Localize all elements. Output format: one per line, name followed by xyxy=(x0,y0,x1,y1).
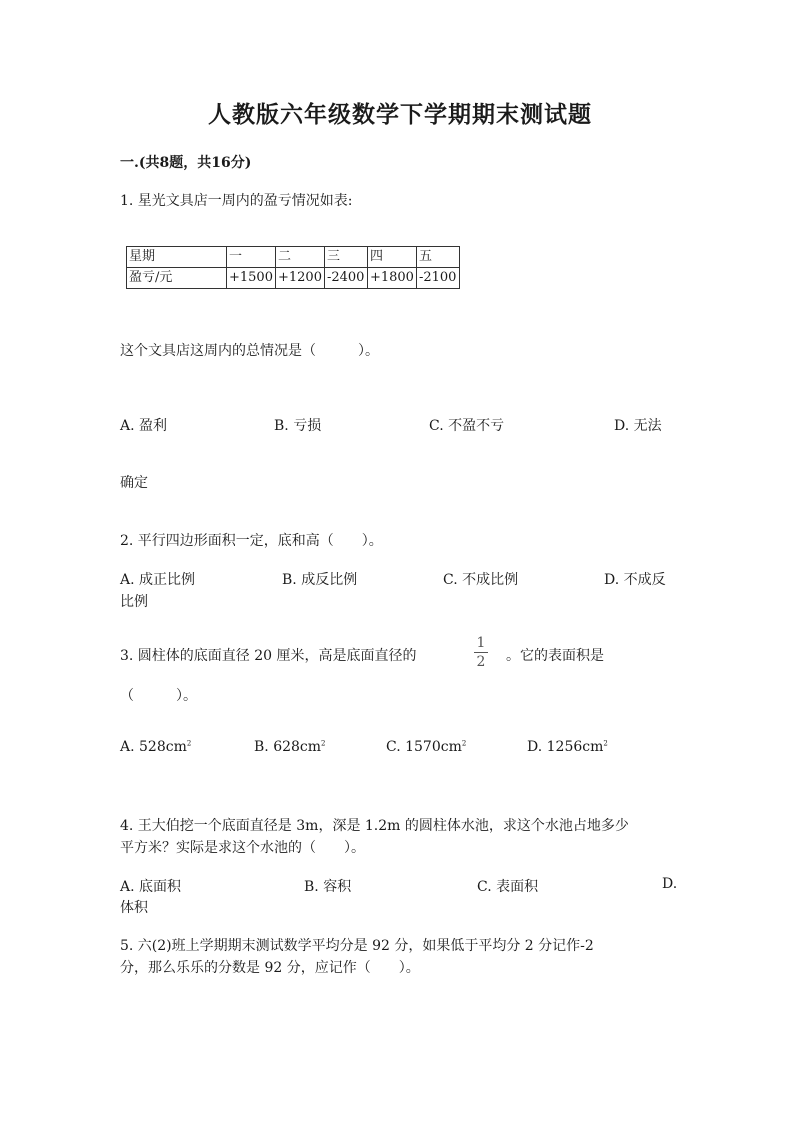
q3-stem-before: 3. 圆柱体的底面直径 20 厘米，高是底面直径的 xyxy=(120,648,417,664)
q4-option-b: B. 容积 xyxy=(304,879,352,895)
section-heading: 一.(共8题，共16分) xyxy=(120,155,252,171)
table-cell: 二 xyxy=(275,247,324,268)
q4-option-a: A. 底面积 xyxy=(120,879,182,895)
q3-option-d-text: D. 1256cm xyxy=(527,739,604,755)
q3-option-a xyxy=(120,739,191,755)
q2-option-b: B. 成反比例 xyxy=(282,572,358,588)
q2-stem: 2. 平行四边形面积一定，底和高（ ）。 xyxy=(120,533,383,549)
table-cell: 星期 xyxy=(127,247,227,268)
q2-option-d-wrap: 比例 xyxy=(120,594,148,610)
table-cell: +1500 xyxy=(227,268,276,289)
q1-option-d-wrap: 确定 xyxy=(120,475,148,491)
q2-option-a: A. 成正比例 xyxy=(120,572,196,588)
table-cell: 盈亏/元 xyxy=(127,268,227,289)
table-cell: -2100 xyxy=(416,268,459,289)
table-cell: 五 xyxy=(416,247,459,268)
q3-option-c-text: C. 1570cm xyxy=(386,739,462,755)
q1-stem: 1. 星光文具店一周内的盈亏情况如表: xyxy=(120,193,353,209)
q3-option-b-text: B. 628cm xyxy=(254,739,322,755)
table-header-row xyxy=(127,247,460,268)
q1-option-b: B. 亏损 xyxy=(274,418,322,434)
table-cell: -2400 xyxy=(324,268,367,289)
fraction-numerator: 1 xyxy=(476,635,486,651)
q4-line-2: 平方米？实际是求这个水池的（ ）。 xyxy=(120,840,365,856)
q1-option-c: C. 不盈不亏 xyxy=(429,418,505,434)
q3-ask: （ ）。 xyxy=(120,688,197,704)
q5-line-2: 分，那么乐乐的分数是 92 分，应记作（ ）。 xyxy=(120,960,420,976)
table-cell: 三 xyxy=(324,247,367,268)
table-cell: +1800 xyxy=(367,268,416,289)
q3-option-c xyxy=(386,739,466,755)
q3-option-d-sup: 2 xyxy=(603,739,608,748)
fraction-bar xyxy=(474,652,488,653)
q2-option-c: C. 不成比例 xyxy=(443,572,519,588)
q3-option-b xyxy=(254,739,326,755)
q1-ask: 这个文具店这周内的总情况是（ ）。 xyxy=(120,343,379,359)
q3-option-c-sup: 2 xyxy=(461,739,467,748)
q3-option-a-text: A. 528cm xyxy=(120,739,187,755)
q2-option-d: D. 不成反 xyxy=(604,572,666,588)
q4-option-c: C. 表面积 xyxy=(477,879,539,895)
fraction-denominator: 2 xyxy=(476,654,486,670)
q3-stem-after: 。它的表面积是 xyxy=(506,648,604,664)
q5-line-1: 5. 六(2)班上学期期末测试数学平均分是 92 分，如果低于平均分 2 分记作-2 xyxy=(120,938,594,954)
page-title: 人教版六年级数学下学期期末测试题 xyxy=(208,101,592,128)
q3-option-a-sup: 2 xyxy=(186,739,192,748)
fraction-one-half xyxy=(474,635,488,670)
q1-option-a: A. 盈利 xyxy=(120,418,168,434)
q1-option-d: D. 无法 xyxy=(614,418,662,434)
profit-table xyxy=(126,246,460,289)
q3-option-b-sup: 2 xyxy=(321,739,326,748)
table-row xyxy=(127,268,460,289)
q4-option-d-wrap: 体积 xyxy=(120,900,148,916)
table-cell: 四 xyxy=(367,247,416,268)
q3-option-d xyxy=(527,739,608,755)
q4-line-1: 4. 王大伯挖一个底面直径是 3m，深是 1.2m 的圆柱体水池，求这个水池占地多少 xyxy=(120,818,629,834)
table-cell: +1200 xyxy=(275,268,324,289)
q4-option-d: D. xyxy=(662,876,678,892)
table-cell: 一 xyxy=(227,247,276,268)
